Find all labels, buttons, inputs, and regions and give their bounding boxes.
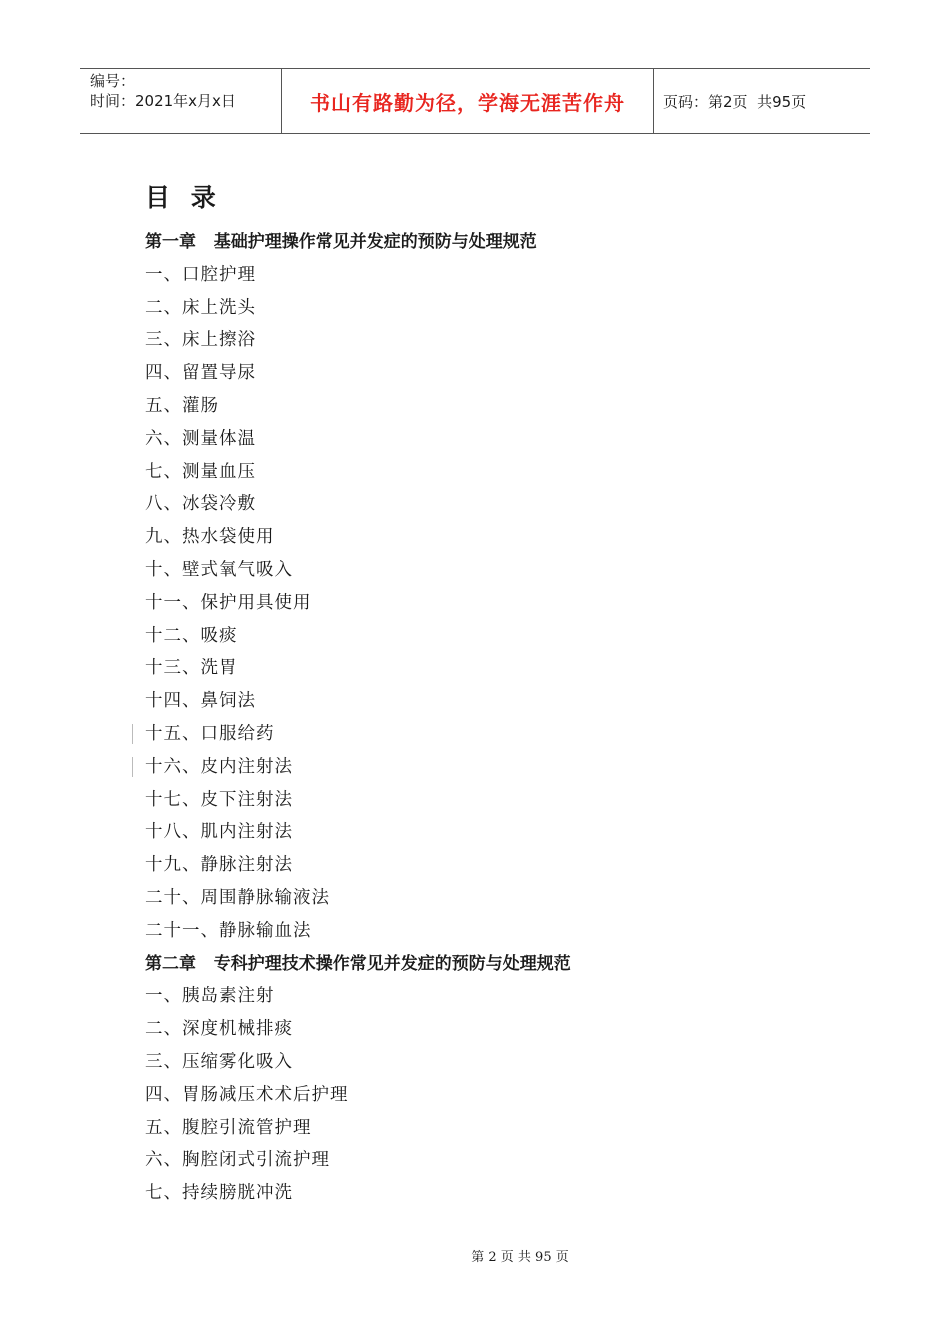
toc-item: 二、床上洗头 <box>145 297 256 318</box>
header-page-info: 页码：第2页 共95页 <box>663 92 807 111</box>
doc-time-label: 时间：2021年x月x日 <box>90 92 236 110</box>
toc-item: 二十一、静脉输血法 <box>145 920 312 941</box>
table-of-contents <box>145 226 845 1210</box>
toc-item: 十九、静脉注射法 <box>145 855 293 876</box>
toc-chapter-heading: 第一章 基础护理操作常见并发症的预防与处理规范 <box>145 232 537 252</box>
toc-item: 十六、皮内注射法 <box>145 751 845 784</box>
toc-item: 十二、吸痰 <box>145 625 238 646</box>
toc-item: 十八、肌内注射法 <box>145 822 293 843</box>
toc-item: 十三、洗胃 <box>145 658 238 679</box>
toc-item: 四、胃肠减压术术后护理 <box>145 1084 349 1105</box>
toc-item: 一、口腔护理 <box>145 264 256 285</box>
toc-item: 十一、保护用具使用 <box>145 592 312 613</box>
toc-item: 六、胸腔闭式引流护理 <box>145 1150 330 1171</box>
toc-chapter-heading: 第二章 专科护理技术操作常见并发症的预防与处理规范 <box>145 953 571 974</box>
toc-item: 九、热水袋使用 <box>145 527 275 548</box>
toc-item: 十七、皮下注射法 <box>145 789 293 810</box>
header-slogan: 书山有路勤为径，学海无涯苦作舟 <box>282 69 654 133</box>
toc-item: 三、床上擦浴 <box>145 330 256 351</box>
page-footer: 第 2 页 共 95 页 <box>471 1250 569 1265</box>
toc-item: 八、冰袋冷敷 <box>145 494 256 515</box>
toc-item: 四、留置导尿 <box>145 363 256 384</box>
toc-title: 目 录 <box>145 183 222 212</box>
toc-item: 二十、周围静脉输液法 <box>145 887 330 908</box>
header-meta <box>80 69 282 133</box>
toc-item: 十五、口服给药 <box>145 718 845 751</box>
toc-item: 七、测量血压 <box>145 461 256 482</box>
page-header <box>80 68 870 134</box>
toc-item: 二、深度机械排痰 <box>145 1019 293 1040</box>
toc-item: 十四、鼻饲法 <box>145 691 256 712</box>
toc-item: 一、胰岛素注射 <box>145 986 275 1007</box>
toc-item: 五、灌肠 <box>145 395 219 416</box>
toc-item: 六、测量体温 <box>145 428 256 449</box>
toc-item: 七、持续膀胱冲洗 <box>145 1183 293 1204</box>
revision-mark <box>132 724 133 744</box>
doc-number-label: 编号： <box>90 72 136 90</box>
revision-mark <box>132 757 133 777</box>
toc-item: 十、壁式氧气吸入 <box>145 559 293 580</box>
toc-item: 五、腹腔引流管护理 <box>145 1117 312 1138</box>
toc-item: 三、压缩雾化吸入 <box>145 1051 293 1072</box>
